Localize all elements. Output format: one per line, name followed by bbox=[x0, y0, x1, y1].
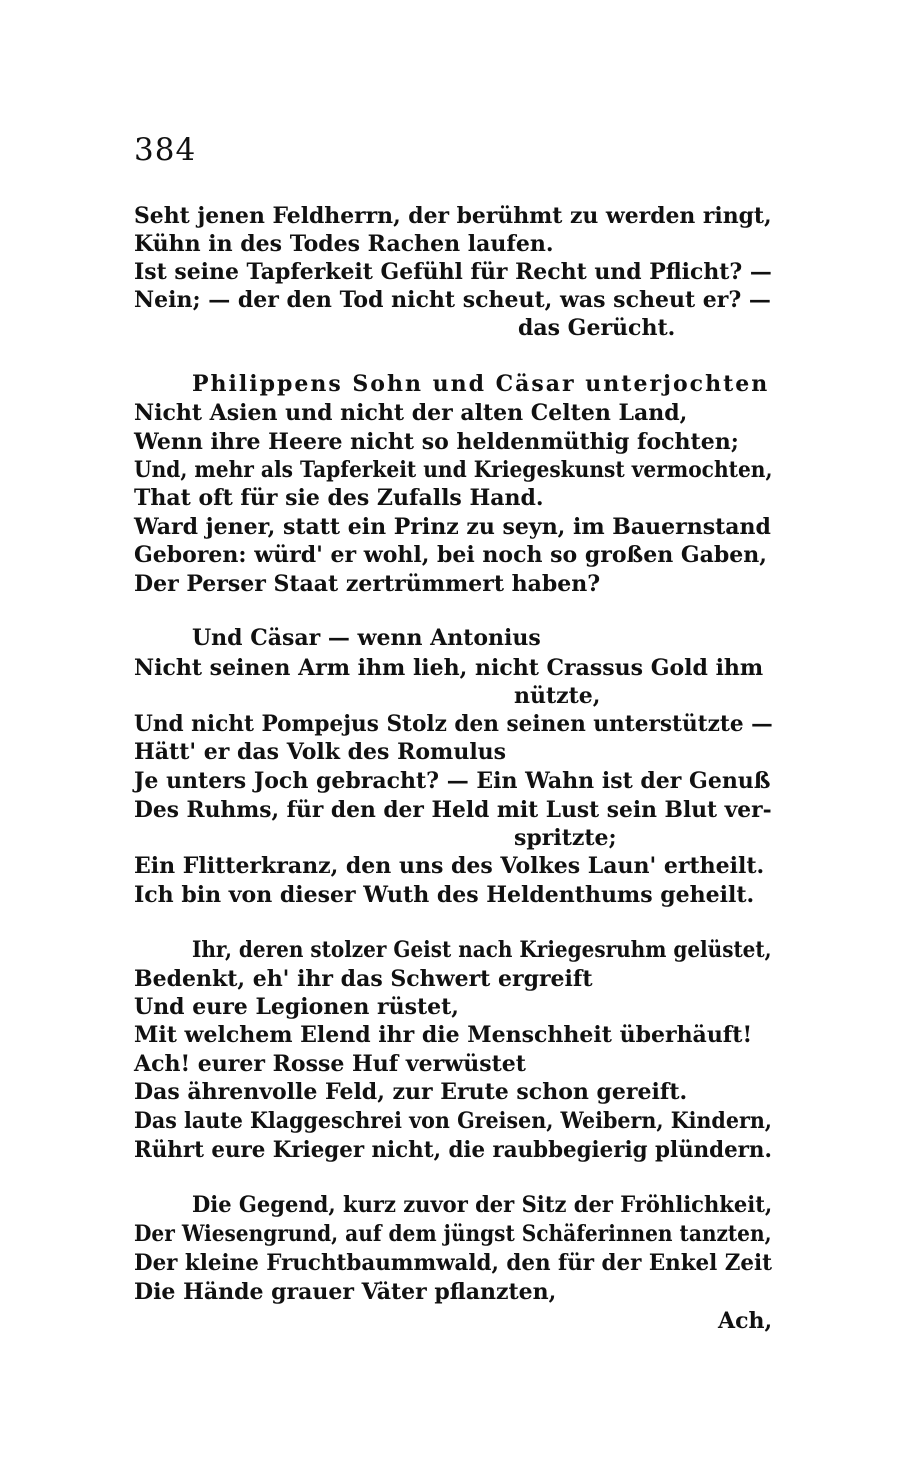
verse-line: Ist seine Tapferkeit Gefühl für Recht und Pflicht? — bbox=[134, 259, 772, 285]
verse-line: Des Ruhms, für den der Held mit Lust sein Blut ver- bbox=[134, 797, 772, 823]
verse-line: Philippens Sohn und Cäsar unterjochten bbox=[192, 371, 770, 397]
verse-line: Rührt eure Krieger nicht, die raubbegierig plündern. bbox=[134, 1137, 772, 1163]
verse-line: Das laute Klaggeschrei von Greisen, Weibern, Kindern, bbox=[134, 1108, 772, 1134]
verse-line: Der kleine Fruchtbaummwald, den für der Enkel Zeit bbox=[134, 1250, 773, 1276]
verse-line: Je unters Joch gebracht? — Ein Wahn ist der Genuß bbox=[134, 768, 771, 794]
verse-line: Die Hände grauer Väter pflanzten, bbox=[134, 1279, 557, 1305]
verse-line: Bedenkt, eh' ihr das Schwert ergreift bbox=[134, 966, 593, 992]
verse-line: Der Wiesengrund, auf dem jüngst Schäferinnen tanzten, bbox=[134, 1221, 772, 1247]
verse-line: Ein Flitterkranz, den uns des Volkes Laun' ertheilt. bbox=[134, 853, 765, 879]
verse-line: Hätt' er das Volk des Romulus bbox=[134, 739, 507, 765]
verse-line: Mit welchem Elend ihr die Menschheit überhäuft! bbox=[134, 1022, 753, 1048]
verse-line: Nicht seinen Arm ihm lieh, nicht Crassus Gold ihm bbox=[134, 655, 764, 681]
verse-line: Nicht Asien und nicht der alten Celten Land, bbox=[134, 400, 688, 426]
verse-line: spritzte; bbox=[514, 825, 617, 851]
verse-line: Und, mehr als Tapferkeit und Kriegeskunst vermochten, bbox=[134, 457, 773, 483]
verse-line: Nein; — der den Tod nicht scheut, was scheut er? — bbox=[134, 287, 771, 313]
verse-line: Und nicht Pompejus Stolz den seinen unterstützte — bbox=[134, 711, 773, 737]
verse-line: Geboren: würd' er wohl, bei noch so großen Gaben, bbox=[134, 542, 767, 568]
verse-line: Und eure Legionen rüstet, bbox=[134, 994, 459, 1020]
verse-line: Das ährenvolle Feld, zur Erute schon gereift. bbox=[134, 1079, 688, 1105]
verse-line: That oft für sie des Zufalls Hand. bbox=[134, 485, 544, 511]
verse-line: Kühn in des Todes Rachen laufen. bbox=[134, 231, 554, 257]
verse-line: Ich bin von dieser Wuth des Heldenthums geheilt. bbox=[134, 882, 755, 908]
verse-line: Der Perser Staat zertrümmert haben? bbox=[134, 571, 601, 597]
verse-line: Ward jener, statt ein Prinz zu seyn, im Bauernstand bbox=[134, 514, 771, 540]
page-number: 384 bbox=[134, 132, 197, 168]
verse-line: das Gerücht. bbox=[518, 315, 676, 341]
verse-line: Ihr, deren stolzer Geist nach Kriegesruhm gelüstet, bbox=[192, 937, 772, 963]
verse-line: Seht jenen Feldherrn, der berühmt zu werden ringt, bbox=[134, 203, 772, 229]
verse-line: Ach! eurer Rosse Huf verwüstet bbox=[134, 1051, 526, 1077]
verse-line: Wenn ihre Heere nicht so heldenmüthig fochten; bbox=[134, 429, 739, 455]
verse-line: Und Cäsar — wenn Antonius bbox=[192, 625, 541, 651]
catchword: Ach, bbox=[718, 1308, 773, 1334]
verse-line: nützte, bbox=[514, 683, 601, 709]
verse-line: Die Gegend, kurz zuvor der Sitz der Fröhlichkeit, bbox=[192, 1192, 773, 1218]
